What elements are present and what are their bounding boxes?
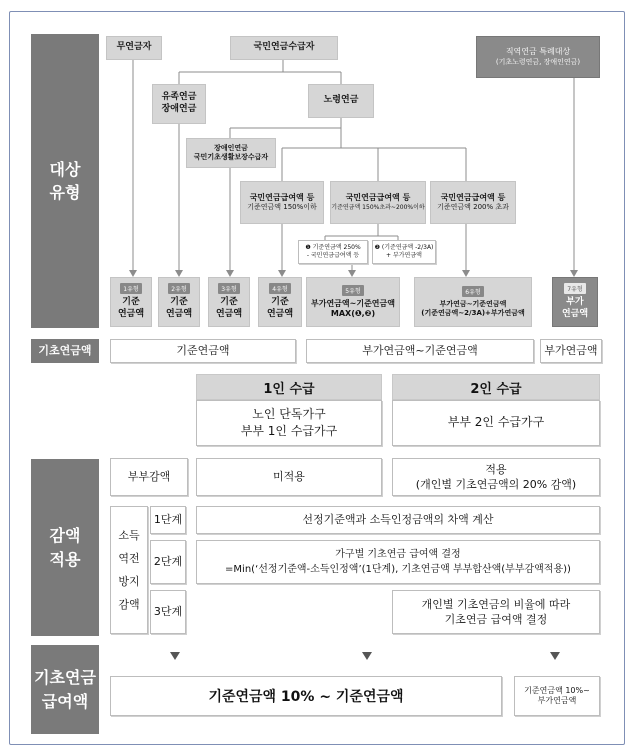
option-2-box: ❷ (기준연금액 -2/3A) + 부가연금액 <box>372 240 436 264</box>
label-target-type: 대상 유형 <box>31 34 99 328</box>
basic-amount-range: 부가연금액~기준연금액 <box>306 339 534 363</box>
couple-not-applied: 미적용 <box>196 458 382 496</box>
step-2-text: 가구별 기초연금 급여액 결정 =Min(‘선정기준액-소득인정액’(1단계), 기초연금액 부부합산액(부부감액적용)) <box>196 540 600 584</box>
special-occupation-title: 직역연금 특례대상 <box>505 47 571 57</box>
special-occupation-box <box>476 36 600 78</box>
condition-b-title: 국민연금급여액 등 <box>345 193 411 203</box>
couple-applied: 적용 (개인별 기초연금액의 20% 감액) <box>392 458 600 496</box>
type-1-text: 기준 연금액 <box>117 297 145 319</box>
type-5-box <box>306 277 400 327</box>
arrow-down-2 <box>362 652 372 660</box>
step-1-text: 선정기준액과 소득인정금액의 차액 계산 <box>196 506 600 534</box>
couple-reduction-label: 부부감액 <box>110 458 188 496</box>
final-benefit-side: 기준연금액 10%~ 부가연금액 <box>514 676 600 716</box>
type-3-text: 기준 연금액 <box>215 297 243 319</box>
condition-c-sub: 기준연금액 200% 초과 <box>437 203 509 212</box>
arrow-down-1 <box>170 652 180 660</box>
national-recipient-box: 국민연금수급자 <box>230 36 338 60</box>
step-3-text: 개인별 기초연금의 비율에 따라 기초연금 급여액 결정 <box>392 590 600 634</box>
label-reduction-applied: 감액 적용 <box>31 459 99 636</box>
survivor-disability-box: 유족연금 장애연금 <box>152 84 206 124</box>
type-4-tag: 4유형 <box>269 283 290 294</box>
special-occupation-sub: (기초노령연금, 장애인연금) <box>495 57 581 66</box>
one-recipient-body: 노인 단독가구 부부 1인 수급가구 <box>196 400 382 446</box>
type-2-box <box>158 277 200 327</box>
type-3-box <box>208 277 250 327</box>
type-6-text: 부가연금~기준연금액 (기준연금액~2/3A)+부가연금액 <box>421 299 525 317</box>
type-2-text: 기준 연금액 <box>165 297 193 319</box>
type-5-text: 부가연금액~기준연금액 MAX(❶,❷) <box>311 298 395 318</box>
type-7-box <box>552 277 598 327</box>
two-recipient-body: 부부 2인 수급가구 <box>392 400 600 446</box>
basic-amount-standard: 기준연금액 <box>110 339 296 363</box>
option-1-box: ❶ 기준연금액 250% - 국민연금급여액 등 <box>298 240 368 264</box>
step-2-label: 2단계 <box>150 540 186 584</box>
type-1-box <box>110 277 152 327</box>
one-recipient-header: 1인 수급 <box>196 374 382 400</box>
type-2-tag: 2유형 <box>168 283 189 294</box>
type-4-text: 기준 연금액 <box>266 297 294 319</box>
type-6-box <box>414 277 532 327</box>
type-1-tag: 1유형 <box>120 283 141 294</box>
basic-amount-additional: 부가연금액 <box>540 339 602 363</box>
type-5-tag: 5유형 <box>342 285 363 296</box>
label-basic-pension-amount: 기초연금액 <box>31 339 99 363</box>
type-7-text: 부가 연금액 <box>561 297 589 319</box>
type-7-tag: 7유형 <box>564 283 585 294</box>
income-reversal-label: 소득 역전 방지 감액 <box>110 506 148 634</box>
old-age-box: 노령연금 <box>308 84 374 118</box>
two-recipient-header: 2인 수급 <box>392 374 600 400</box>
condition-b-sub: 기준연금액 150%초과~200%이하 <box>331 203 425 211</box>
condition-c-title: 국민연금급여액 등 <box>440 192 506 202</box>
type-4-box <box>258 277 302 327</box>
condition-c-box <box>430 181 516 224</box>
type-3-tag: 3유형 <box>218 283 239 294</box>
arrow-down-3 <box>550 652 560 660</box>
step-3-label: 3단계 <box>150 590 186 634</box>
type-6-tag: 6유형 <box>462 286 483 297</box>
step-1-label: 1단계 <box>150 506 186 534</box>
label-basic-pension-benefit: 기초연금 급여액 <box>31 645 99 734</box>
final-benefit-main: 기준연금액 10% ~ 기준연금액 <box>110 676 502 716</box>
condition-a-title: 국민연금급여액 등 <box>249 192 315 202</box>
condition-b-box <box>330 181 426 224</box>
no-pension-box: 무연금자 <box>106 36 162 60</box>
condition-a-sub: 기준연금액 150%이하 <box>247 203 317 212</box>
condition-a-box <box>240 181 324 224</box>
disabled-livelihood-box: 장애인연금 국민기초생활보장수급자 <box>186 138 276 168</box>
